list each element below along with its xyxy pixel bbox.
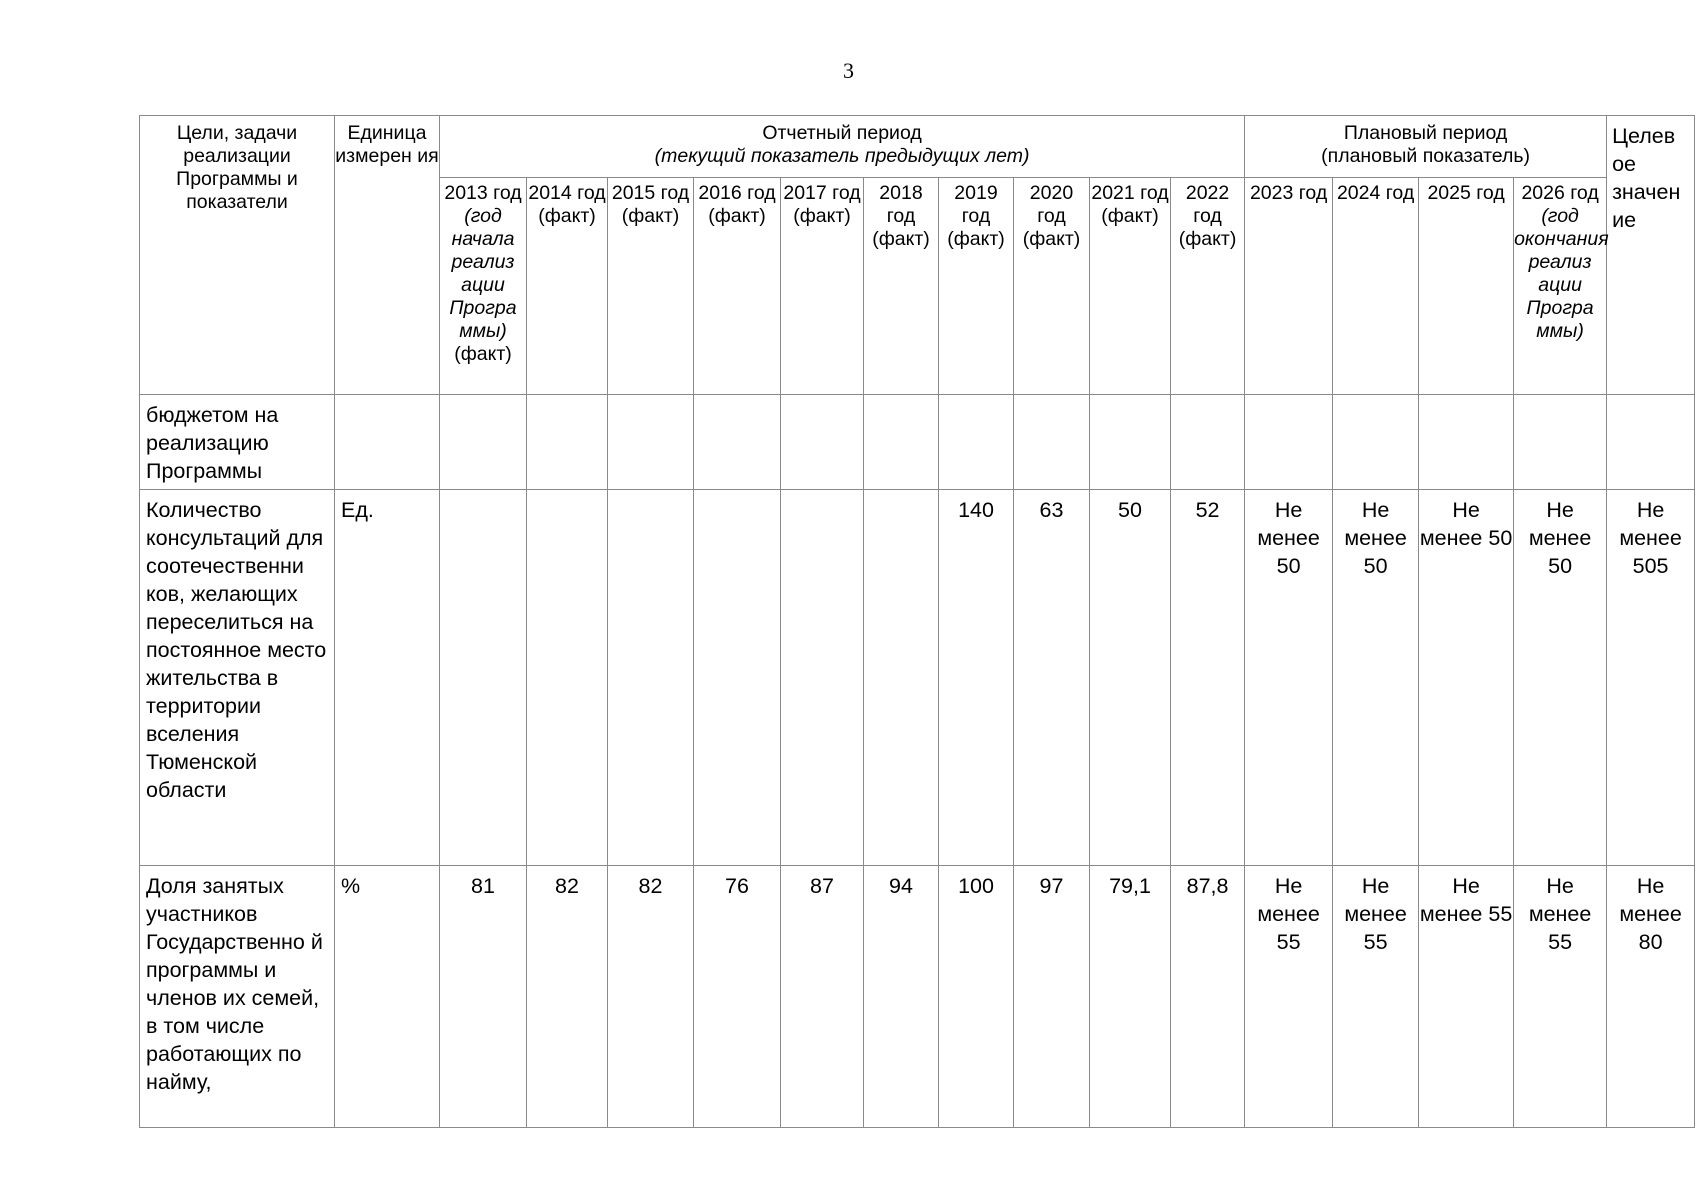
indicator-value bbox=[864, 395, 939, 490]
indicator-unit bbox=[335, 395, 440, 490]
indicator-value bbox=[1514, 395, 1607, 490]
indicator-value bbox=[864, 490, 939, 866]
year-fact: (факт) bbox=[1022, 228, 1081, 250]
table-row bbox=[140, 866, 1695, 1128]
year-fact: (факт) bbox=[947, 228, 1005, 250]
year-label: 2026 год bbox=[1521, 182, 1599, 204]
indicator-label: Доля занятых участников Государственно й программы и членов их семей, в том числе работающих по найму, bbox=[140, 866, 335, 1128]
indicator-value: 81 bbox=[440, 866, 527, 1128]
indicator-target: Не менее 80 bbox=[1607, 866, 1695, 1128]
indicator-label: Количество консультаций для соотечественни ков, желающих переселиться на постоянное место жительства в территории вселения Тюменской области bbox=[140, 490, 335, 866]
year-fact: (факт) bbox=[1101, 205, 1159, 227]
year-label: 2016 год bbox=[698, 182, 776, 204]
year-label: 2021 год bbox=[1091, 182, 1169, 204]
indicator-value bbox=[781, 490, 864, 866]
indicator-value: 87 bbox=[781, 866, 864, 1128]
header-planned-period bbox=[1245, 116, 1607, 178]
year-label: 2014 год bbox=[528, 182, 606, 204]
indicator-value: 52 bbox=[1171, 490, 1245, 866]
indicator-value: 87,8 bbox=[1171, 866, 1245, 1128]
planned-subtitle: (плановый показатель) bbox=[1321, 145, 1531, 167]
header-reporting-period bbox=[440, 116, 1245, 178]
year-label: 2017 год bbox=[783, 182, 861, 204]
indicator-value: Не менее 50 bbox=[1419, 490, 1514, 866]
indicator-value: 97 bbox=[1014, 866, 1090, 1128]
year-fact: (факт) bbox=[538, 205, 596, 227]
year-label: 2022 год bbox=[1185, 182, 1230, 227]
indicator-value bbox=[608, 490, 694, 866]
year-header bbox=[1245, 178, 1333, 395]
year-label: 2023 год bbox=[1249, 182, 1328, 204]
indicator-value bbox=[1333, 395, 1419, 490]
year-header bbox=[1419, 178, 1514, 395]
year-header bbox=[939, 178, 1014, 395]
indicator-value: Не менее 50 bbox=[1514, 490, 1607, 866]
indicator-value: 50 bbox=[1090, 490, 1171, 866]
year-fact: (факт) bbox=[621, 205, 680, 227]
page-number: 3 bbox=[843, 58, 854, 83]
reporting-title: Отчетный период bbox=[762, 122, 922, 144]
indicator-value: Не менее 55 bbox=[1514, 866, 1607, 1128]
year-label: 2020 год bbox=[1029, 182, 1074, 227]
table-row bbox=[140, 490, 1695, 866]
indicator-value bbox=[1419, 395, 1514, 490]
indicator-value bbox=[1245, 395, 1333, 490]
year-fact: (факт) bbox=[454, 343, 512, 365]
year-fact: (факт) bbox=[872, 228, 930, 250]
indicator-value bbox=[1171, 395, 1245, 490]
year-header bbox=[1014, 178, 1090, 395]
indicator-value: 100 bbox=[939, 866, 1014, 1128]
year-note: (год начала реализ ации Програ ммы) bbox=[449, 205, 517, 342]
indicator-value bbox=[527, 395, 608, 490]
indicator-value bbox=[694, 490, 781, 866]
indicator-value bbox=[527, 490, 608, 866]
year-header bbox=[781, 178, 864, 395]
indicator-label: бюджетом на реализацию Программы bbox=[140, 395, 335, 490]
year-header bbox=[1514, 178, 1607, 395]
indicator-value: 82 bbox=[527, 866, 608, 1128]
year-label: 2024 год bbox=[1336, 182, 1415, 204]
year-header bbox=[1333, 178, 1419, 395]
indicator-value: 76 bbox=[694, 866, 781, 1128]
indicator-unit: % bbox=[335, 866, 440, 1128]
year-label: 2013 год bbox=[444, 182, 522, 204]
indicator-value bbox=[608, 395, 694, 490]
indicator-value: 140 bbox=[939, 490, 1014, 866]
year-header bbox=[694, 178, 781, 395]
year-label: 2019 год bbox=[954, 182, 998, 227]
indicator-value bbox=[440, 490, 527, 866]
indicator-value bbox=[440, 395, 527, 490]
year-header bbox=[1090, 178, 1171, 395]
year-header bbox=[1171, 178, 1245, 395]
indicator-value: 63 bbox=[1014, 490, 1090, 866]
header-target: Целев ое значен ие bbox=[1607, 116, 1695, 395]
year-header bbox=[527, 178, 608, 395]
indicator-value: Не менее 55 bbox=[1333, 866, 1419, 1128]
indicator-value bbox=[1090, 395, 1171, 490]
year-header bbox=[608, 178, 694, 395]
indicator-target bbox=[1607, 395, 1695, 490]
indicator-value: Не менее 55 bbox=[1419, 866, 1514, 1128]
indicator-value bbox=[781, 395, 864, 490]
year-fact: (факт) bbox=[708, 205, 766, 227]
indicator-value bbox=[939, 395, 1014, 490]
indicator-value: 94 bbox=[864, 866, 939, 1128]
indicator-value: Не менее 50 bbox=[1245, 490, 1333, 866]
table-row bbox=[140, 395, 1695, 490]
indicators-table bbox=[139, 115, 1695, 1128]
indicator-target: Не менее 505 bbox=[1607, 490, 1695, 866]
year-header bbox=[864, 178, 939, 395]
indicator-value bbox=[1014, 395, 1090, 490]
year-label: 2025 год bbox=[1427, 182, 1505, 204]
year-fact: (факт) bbox=[793, 205, 851, 227]
year-label: 2015 год bbox=[611, 182, 690, 204]
year-fact: (факт) bbox=[1178, 228, 1237, 250]
reporting-subtitle: (текущий показатель предыдущих лет) bbox=[654, 145, 1030, 167]
indicator-value: Не менее 50 bbox=[1333, 490, 1419, 866]
planned-title: Плановый период bbox=[1343, 122, 1508, 144]
year-label: 2018 год bbox=[879, 182, 923, 227]
indicator-unit: Ед. bbox=[335, 490, 440, 866]
header-goals: Цели, задачи реализации Программы и показатели bbox=[140, 116, 335, 395]
indicator-value: 82 bbox=[608, 866, 694, 1128]
year-note: (год окончания реализ ации Програ ммы) bbox=[1514, 205, 1609, 342]
header-unit: Единица измерен ия bbox=[335, 116, 440, 395]
indicator-value: Не менее 55 bbox=[1245, 866, 1333, 1128]
indicator-value: 79,1 bbox=[1090, 866, 1171, 1128]
indicator-value bbox=[694, 395, 781, 490]
year-header bbox=[440, 178, 527, 395]
